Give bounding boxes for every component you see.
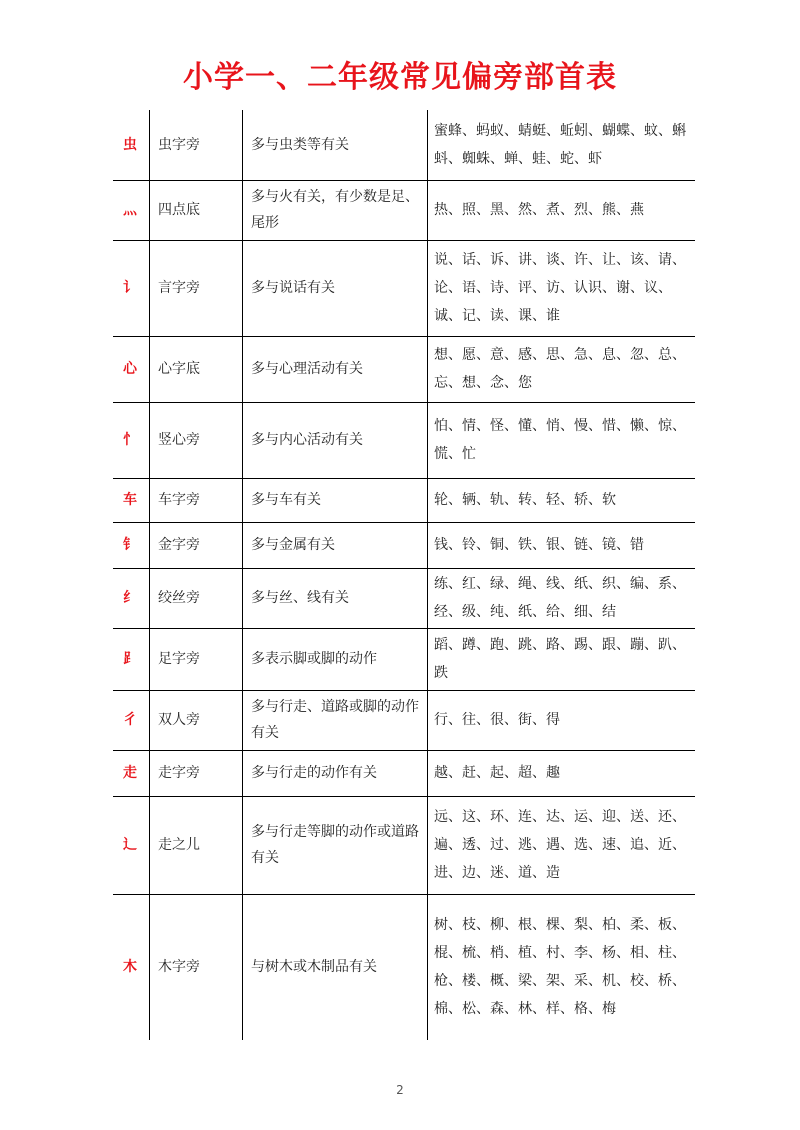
radicals-table: [113, 110, 695, 1040]
meaning-cell: 多与行走的动作有关: [243, 750, 428, 796]
name-cell: 走之儿: [150, 796, 243, 894]
radical-cell: 讠: [113, 240, 150, 336]
table-row: [113, 894, 695, 1040]
radical-cell: 虫: [113, 110, 150, 180]
chars-cell: 怕、情、怪、懂、悄、慢、惜、懒、惊、慌、忙: [428, 402, 696, 478]
chars-cell: 越、赶、起、超、趣: [428, 750, 696, 796]
name-cell: 竖心旁: [150, 402, 243, 478]
meaning-cell: 多与虫类等有关: [243, 110, 428, 180]
meaning-cell: 多与丝、线有关: [243, 568, 428, 628]
chars-cell: 练、红、绿、绳、线、纸、织、编、系、经、级、纯、纸、给、细、结: [428, 568, 696, 628]
meaning-cell: 与树木或木制品有关: [243, 894, 428, 1040]
radical-cell: 木: [113, 894, 150, 1040]
meaning-cell: 多与行走等脚的动作或道路有关: [243, 796, 428, 894]
name-cell: 言字旁: [150, 240, 243, 336]
chars-cell: 钱、铃、铜、铁、银、链、镜、错: [428, 522, 696, 568]
table-row: [113, 110, 695, 180]
chars-cell: 说、话、诉、讲、谈、许、让、该、请、论、语、诗、评、访、认识、谢、议、诚、记、读、课、谁: [428, 240, 696, 336]
name-cell: 走字旁: [150, 750, 243, 796]
page-number: 2: [396, 1083, 404, 1097]
table-row: [113, 750, 695, 796]
table-row: [113, 796, 695, 894]
radical-cell: 车: [113, 478, 150, 522]
meaning-cell: 多与金属有关: [243, 522, 428, 568]
radical-cell: 走: [113, 750, 150, 796]
name-cell: 四点底: [150, 180, 243, 240]
chars-cell: 树、枝、柳、根、棵、梨、柏、柔、板、棍、梳、梢、植、村、李、杨、相、柱、枪、楼、概、梁、架、采、机、校、桥、棉、松、森、林、样、格、梅: [428, 894, 696, 1040]
chars-cell: 行、往、很、街、得: [428, 690, 696, 750]
table-row: [113, 522, 695, 568]
name-cell: 虫字旁: [150, 110, 243, 180]
radical-cell: 忄: [113, 402, 150, 478]
table-row: [113, 690, 695, 750]
radical-cell: 灬: [113, 180, 150, 240]
table-row: [113, 478, 695, 522]
radical-cell: 纟: [113, 568, 150, 628]
meaning-cell: 多与火有关，有少数是足、尾形: [243, 180, 428, 240]
meaning-cell: 多与说话有关: [243, 240, 428, 336]
name-cell: 足字旁: [150, 628, 243, 690]
chars-cell: 热、照、黑、然、煮、烈、熊、燕: [428, 180, 696, 240]
chars-cell: 远、这、环、连、达、运、迎、送、还、遍、透、过、逃、遇、选、速、追、近、进、边、迷、道、造: [428, 796, 696, 894]
name-cell: 双人旁: [150, 690, 243, 750]
radical-cell: 彳: [113, 690, 150, 750]
meaning-cell: 多与内心活动有关: [243, 402, 428, 478]
radical-cell: ⻊: [113, 628, 150, 690]
table-row: [113, 402, 695, 478]
table-row: [113, 568, 695, 628]
table-row: [113, 628, 695, 690]
name-cell: 木字旁: [150, 894, 243, 1040]
meaning-cell: 多与心理活动有关: [243, 336, 428, 402]
table-row: [113, 180, 695, 240]
meaning-cell: 多表示脚或脚的动作: [243, 628, 428, 690]
chars-cell: 蜜蜂、蚂蚁、蜻蜓、蚯蚓、蝴蝶、蚊、蝌蚪、蜘蛛、蝉、蛙、蛇、虾: [428, 110, 696, 180]
table-row: [113, 240, 695, 336]
name-cell: 心字底: [150, 336, 243, 402]
chars-cell: 想、愿、意、感、思、急、息、忽、总、忘、想、念、您: [428, 336, 696, 402]
chars-cell: 轮、辆、轨、转、轻、轿、软: [428, 478, 696, 522]
table-row: [113, 336, 695, 402]
page-title: 小学一、二年级常见偏旁部首表: [183, 60, 617, 95]
radical-cell: 心: [113, 336, 150, 402]
name-cell: 金字旁: [150, 522, 243, 568]
radical-cell: 辶: [113, 796, 150, 894]
name-cell: 车字旁: [150, 478, 243, 522]
meaning-cell: 多与车有关: [243, 478, 428, 522]
name-cell: 绞丝旁: [150, 568, 243, 628]
radical-cell: 钅: [113, 522, 150, 568]
meaning-cell: 多与行走、道路或脚的动作有关: [243, 690, 428, 750]
chars-cell: 蹈、蹲、跑、跳、路、踢、跟、蹦、趴、跌: [428, 628, 696, 690]
